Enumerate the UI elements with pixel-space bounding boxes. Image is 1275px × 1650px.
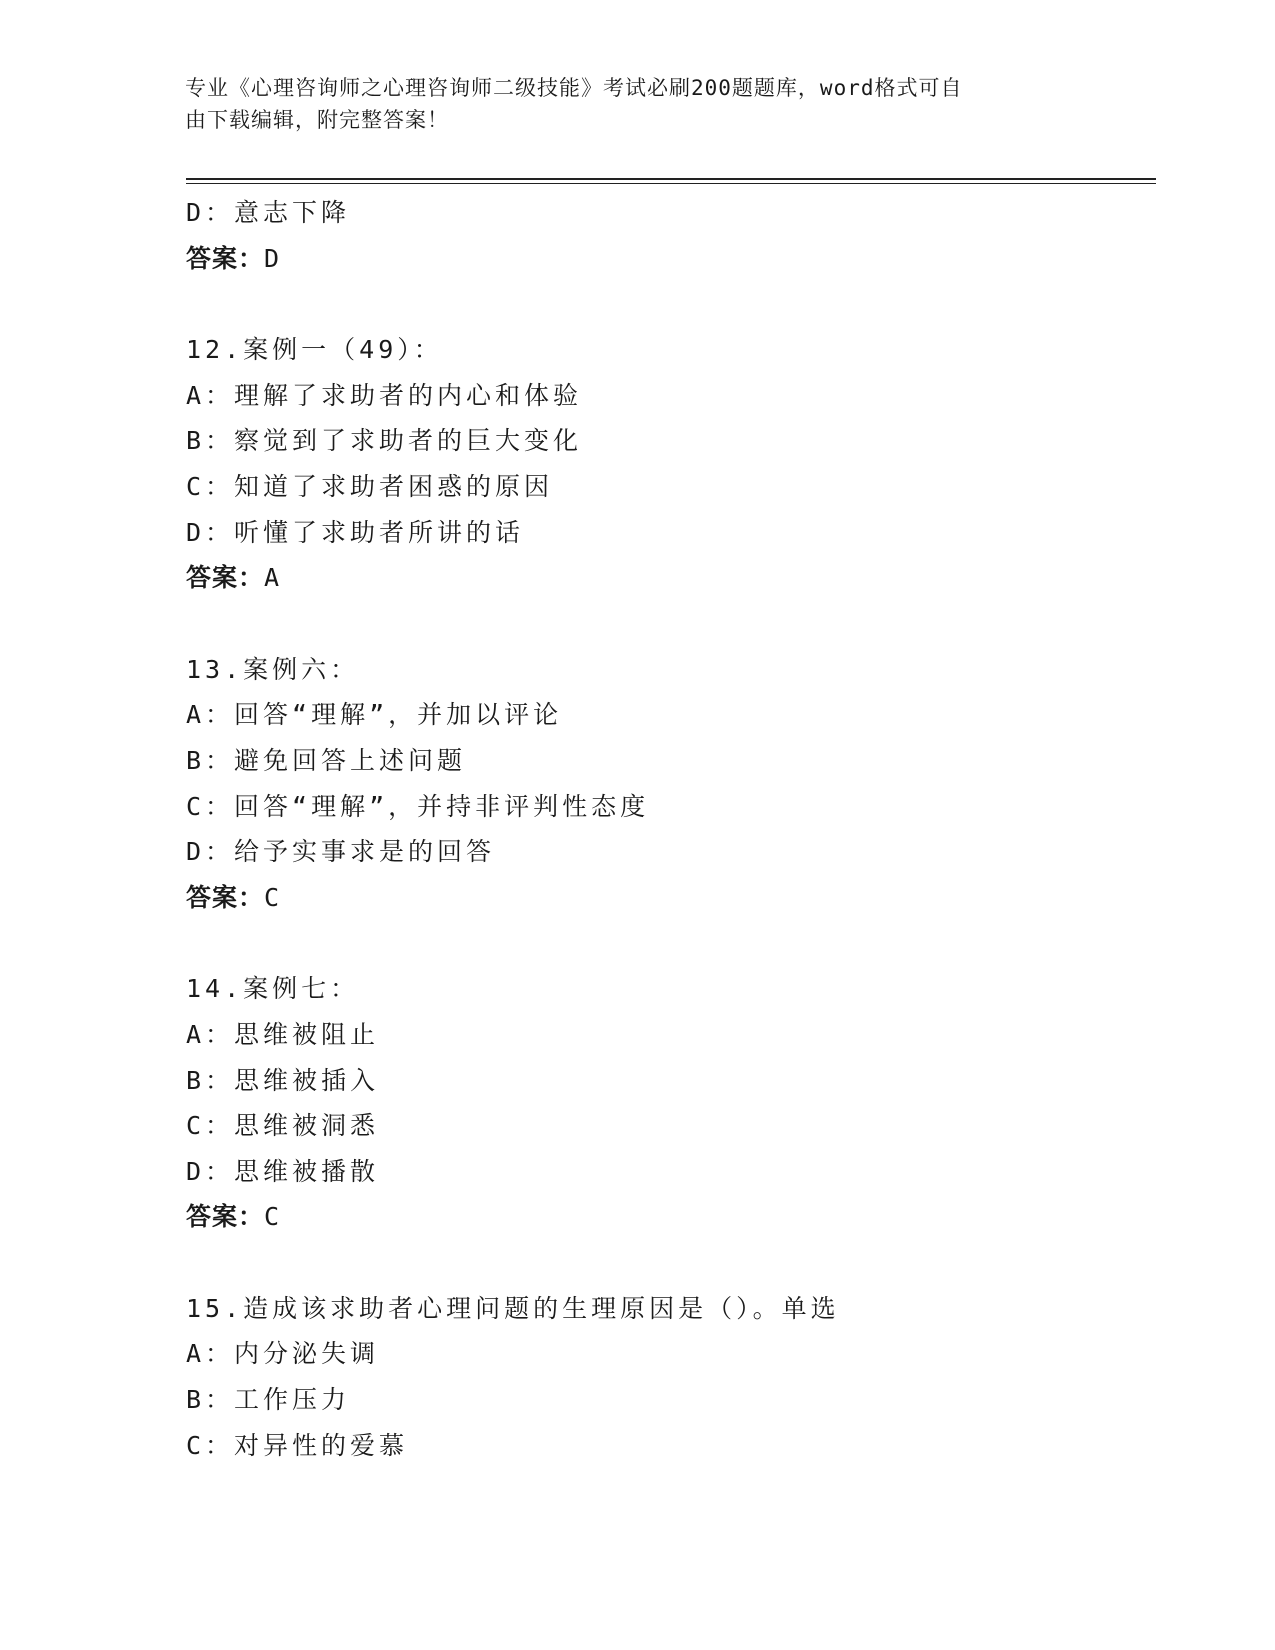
- header-line-2: 由下载编辑，附完整答案！: [185, 108, 449, 132]
- option-a: A：回答“理解”，并加以评论: [186, 700, 563, 730]
- option-a: A：理解了求助者的内心和体验: [186, 380, 583, 410]
- answer-label: 答案：: [186, 1202, 265, 1232]
- option-d: D：思维被播散: [186, 1156, 380, 1186]
- answer-label: 答案：: [186, 243, 265, 273]
- option-c: C：回答“理解”，并持非评判性态度: [186, 791, 650, 821]
- option-d: D：给予实事求是的回答: [186, 837, 496, 867]
- document-header: [185, 72, 1065, 136]
- answer-value: C: [264, 1202, 281, 1232]
- option-d: D：意志下降: [186, 198, 351, 227]
- header-rule-thin: [186, 183, 1156, 184]
- option-b: B：察觉到了求助者的巨大变化: [186, 426, 583, 456]
- question-stem: 12.案例一（49）：: [186, 335, 443, 365]
- question-stem: 13.案例六：: [186, 654, 360, 684]
- spacer: [186, 1240, 1146, 1286]
- question-list: [186, 190, 1146, 1468]
- answer-line: [186, 875, 1146, 921]
- option-a: A：思维被阻止: [186, 1019, 380, 1049]
- answer-line: [186, 555, 1146, 601]
- answer-label: 答案：: [186, 563, 265, 593]
- option-c: C：思维被洞悉: [186, 1111, 380, 1141]
- header-rule-thick: [186, 178, 1156, 180]
- answer-value: A: [264, 563, 281, 593]
- option-a: A：内分泌失调: [186, 1339, 380, 1369]
- spacer: [186, 920, 1146, 966]
- answer-line: [186, 1194, 1146, 1240]
- header-line-1: 专业《心理咨询师之心理咨询师二级技能》考试必刷200题题库，word格式可自: [185, 76, 963, 100]
- answer-value: C: [264, 882, 281, 912]
- option-d: D：听懂了求助者所讲的话: [186, 517, 525, 547]
- option-b: B：思维被插入: [186, 1065, 380, 1095]
- option-c: C：对异性的爱慕: [186, 1430, 409, 1460]
- option-b: B：工作压力: [186, 1385, 351, 1415]
- question-stem: 15.造成该求助者心理问题的生理原因是（）。单选: [186, 1293, 840, 1323]
- spacer: [186, 281, 1146, 327]
- answer-label: 答案：: [186, 882, 265, 912]
- answer-line: [186, 236, 1146, 282]
- spacer: [186, 601, 1146, 647]
- option-b: B：避免回答上述问题: [186, 745, 467, 775]
- answer-value: D: [264, 243, 281, 273]
- question-stem: 14.案例七：: [186, 974, 360, 1004]
- option-c: C：知道了求助者困惑的原因: [186, 471, 554, 501]
